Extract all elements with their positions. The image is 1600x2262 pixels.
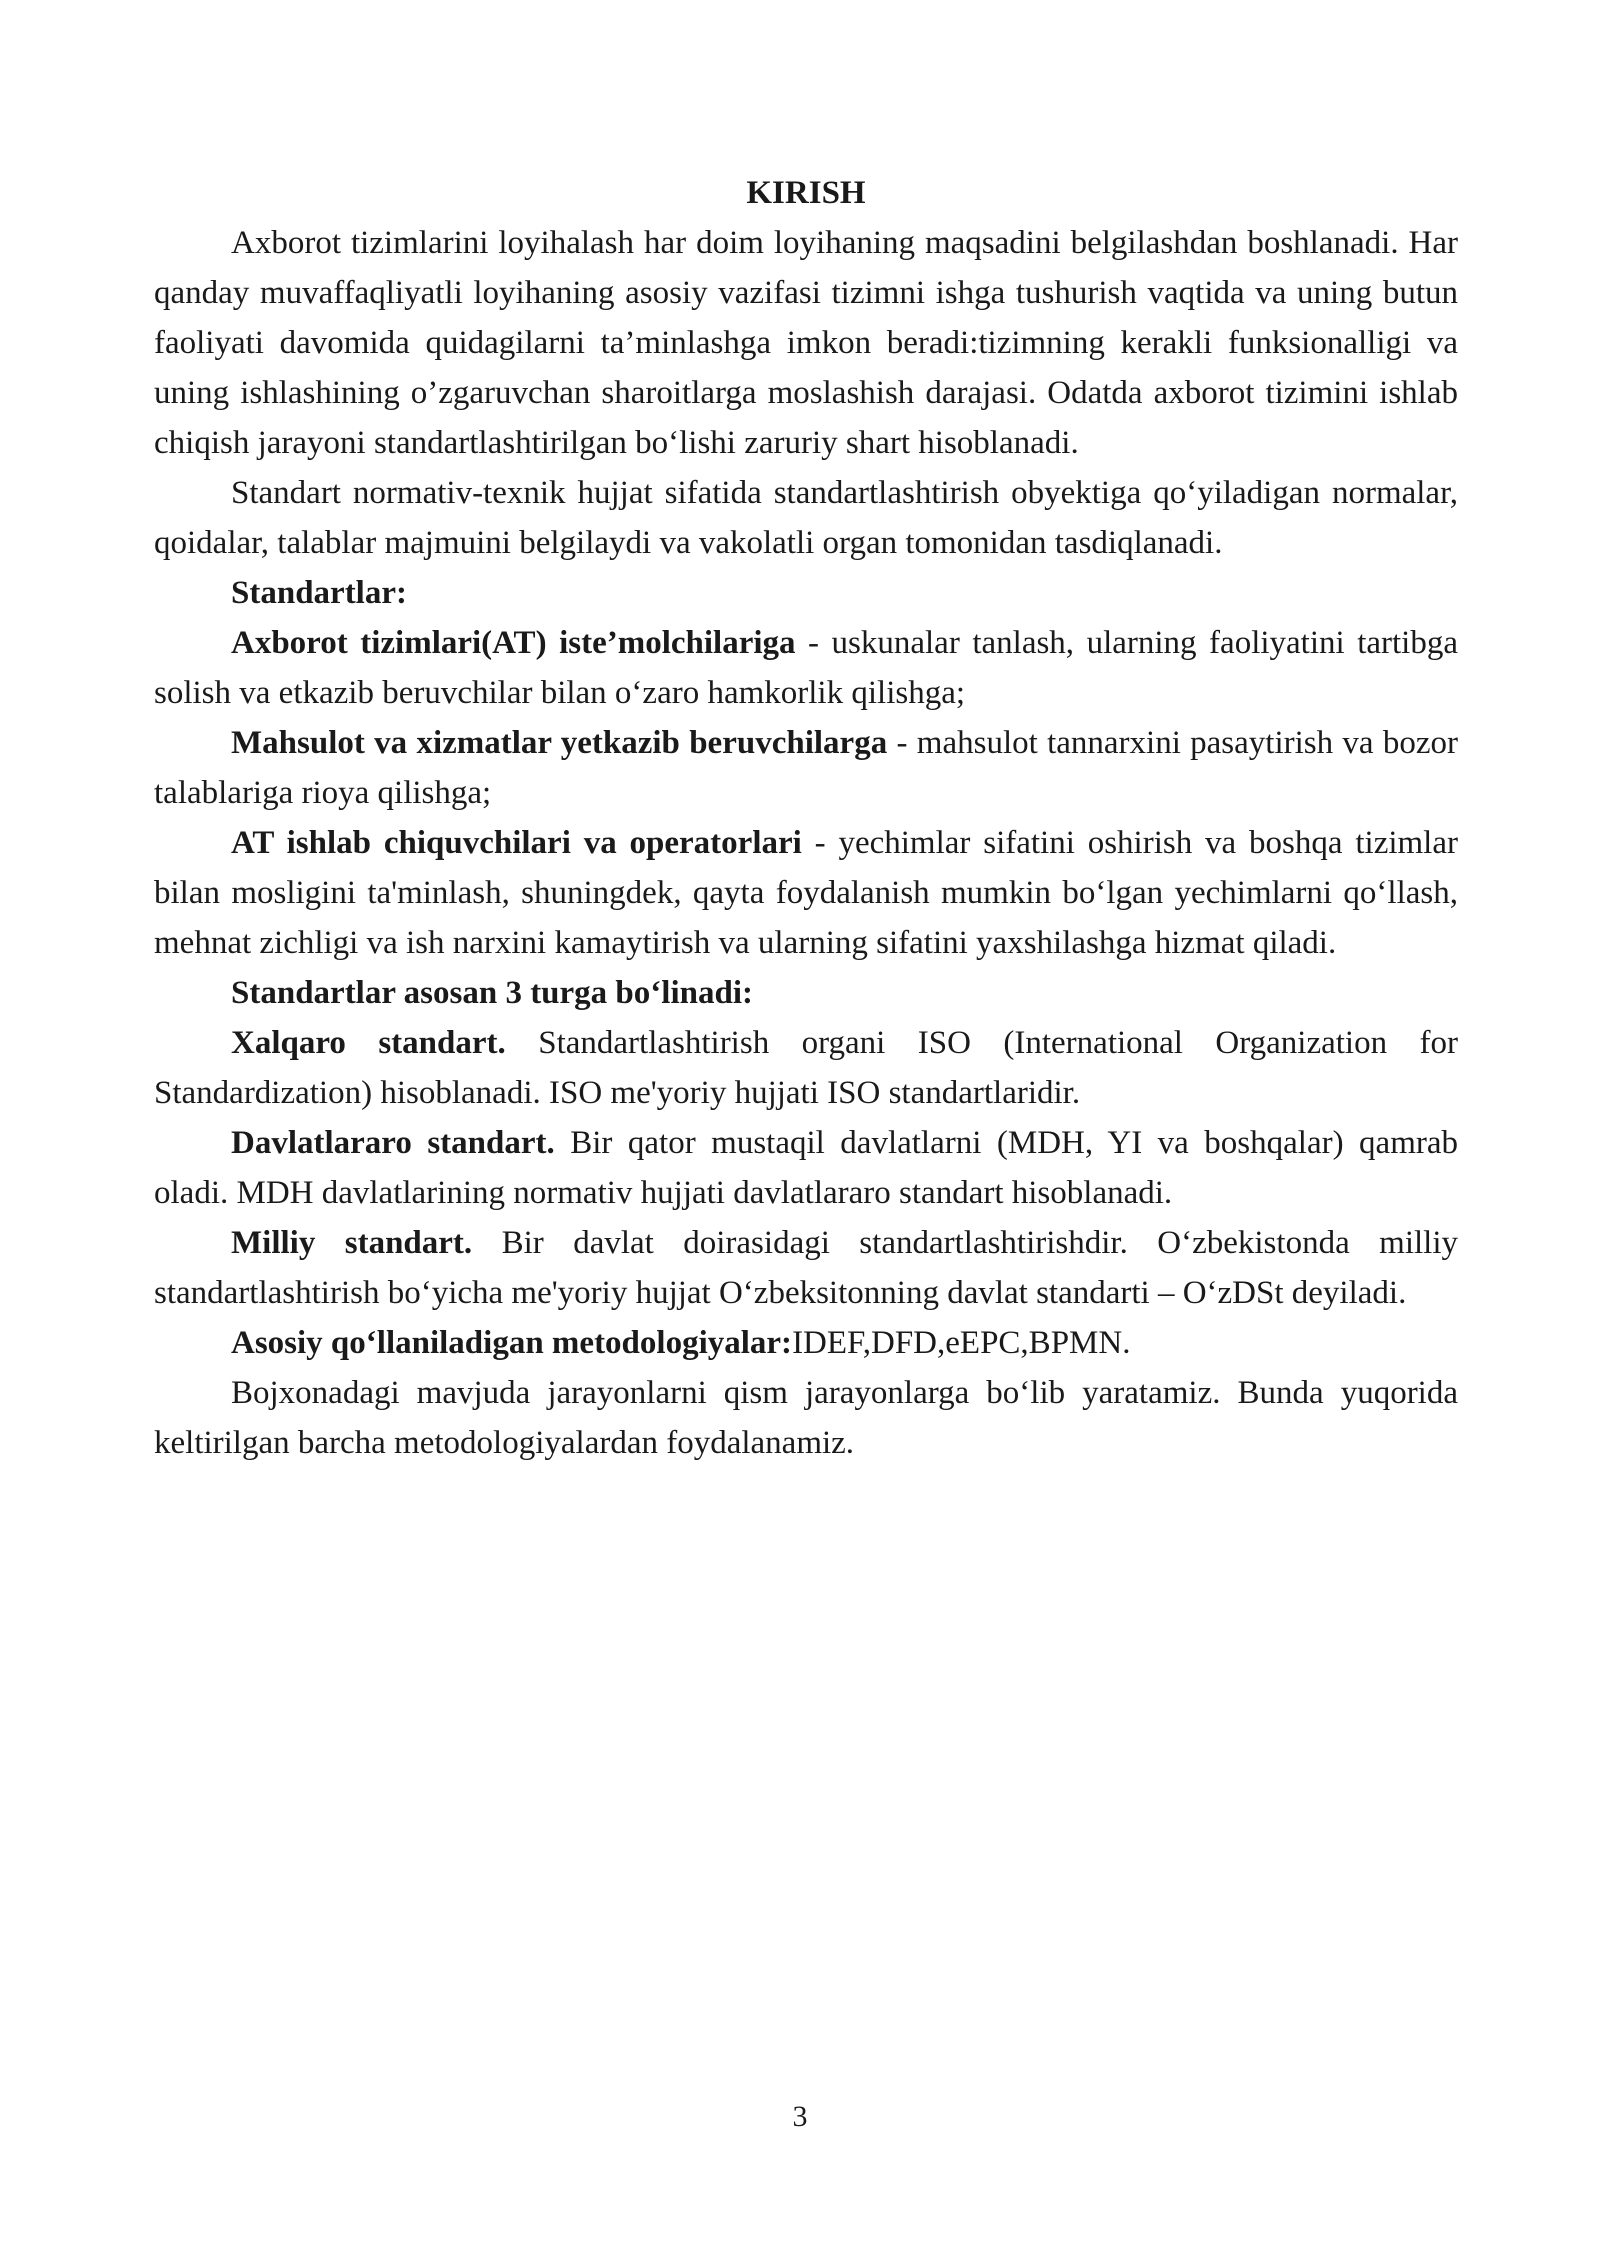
page-title: KIRISH (746, 175, 866, 211)
standards-item-text: - uskunalar tanlash, ularning faoliyatini tartibga solish va etkazib beruvchilar bilan o‘zaro hamkorlik qilishga; (154, 625, 1458, 711)
standards-item-text: - mahsulot tannarxini pasaytirish va bozor talablariga rioya qilishga; (154, 725, 1459, 811)
intro-paragraph-1: Axborot tizimlarini loyihalash har doim loyihaning maqsadini belgilashdan boshlanadi. Har qanday muvaffaqliyatli loyihaning asosiy vazifasi tizimni ishga tushurish vaqtida va uning butun faoliyati davomida quidagilarni ta’minlashga imkon beradi:tizimning kerakli funksionalligi va uning ishlashining o’zgaruvchan sharoitlarga moslashish darajasi. Odatda axborot tizimini ishlab chiqish jarayoni standartlashtirilgan bo‘lishi zaruriy shart hisoblanadi. (154, 225, 1458, 461)
types-item-text: Bir davlat doirasidagi standartlashtirishdir. O‘zbekistonda milliy standartlashtirish bo‘yicha me'yoriy hujjat O‘zbeksitonning davlat standarti – O‘zDSt deyiladi. (154, 1225, 1458, 1311)
methodologies-label: Asosiy qo‘llaniladigan metodologiyalar: (231, 1325, 793, 1361)
closing-paragraph: Bojxonadagi mavjuda jarayonlarni qism jarayonlarga bo‘lib yaratamiz. Bunda yuqorida keltirilgan barcha metodologiyalardan foydalanamiz. (154, 1375, 1458, 1461)
intro-paragraph-2: Standart normativ-texnik hujjat sifatida standartlashtirish obyektiga qo‘yiladigan normalar, qoidalar, talablar majmuini belgilaydi va vakolatli organ tomonidan tasdiqlanadi. (154, 475, 1458, 561)
types-heading: Standartlar asosan 3 turga bo‘linadi: (231, 975, 753, 1011)
standards-item-text: - yechimlar sifatini oshirish va boshqa tizimlar bilan mosligini ta'minlash, shuningdek, qayta foydalanish mumkin bo‘lgan yechimlarni qo‘llash, mehnat zichligi va ish narxini kamaytirish va ularning sifatini yaxshilashga hizmat qiladi. (154, 825, 1458, 961)
types-item-text: Bir qator mustaqil davlatlarni (MDH, YI va boshqalar) qamrab oladi. MDH davlatlarining normativ hujjati davlatlararo standart hisoblanadi. (154, 1125, 1459, 1211)
standards-item (154, 618, 1458, 718)
standards-item-term: Axborot tizimlari(AT) iste’molchilariga (231, 625, 796, 661)
standards-heading: Standartlar: (231, 575, 407, 611)
standards-item (154, 718, 1458, 818)
methodologies-list: IDEF,DFD,eEPC,BPMN. (792, 1325, 1131, 1361)
types-item (154, 1118, 1458, 1218)
document-page (154, 168, 1458, 1468)
types-item-term: Davlatlararo standart. (231, 1125, 555, 1161)
types-item (154, 1218, 1458, 1318)
types-item-term: Xalqaro standart. (231, 1025, 506, 1061)
standards-item (154, 818, 1458, 968)
types-item-term: Milliy standart. (231, 1225, 473, 1261)
page-number: 3 (792, 2100, 808, 2133)
types-item-text: Standartlashtirish organi ISO (International Organization for Standardization) hisoblanadi. ISO me'yoriy hujjati ISO standartlaridir. (154, 1025, 1459, 1111)
standards-item-term: AT ishlab chiquvchilari va operatorlari (231, 825, 802, 861)
types-item (154, 1018, 1458, 1118)
standards-item-term: Mahsulot va xizmatlar yetkazib beruvchilarga (231, 725, 888, 761)
methodologies-line (154, 1318, 1458, 1368)
